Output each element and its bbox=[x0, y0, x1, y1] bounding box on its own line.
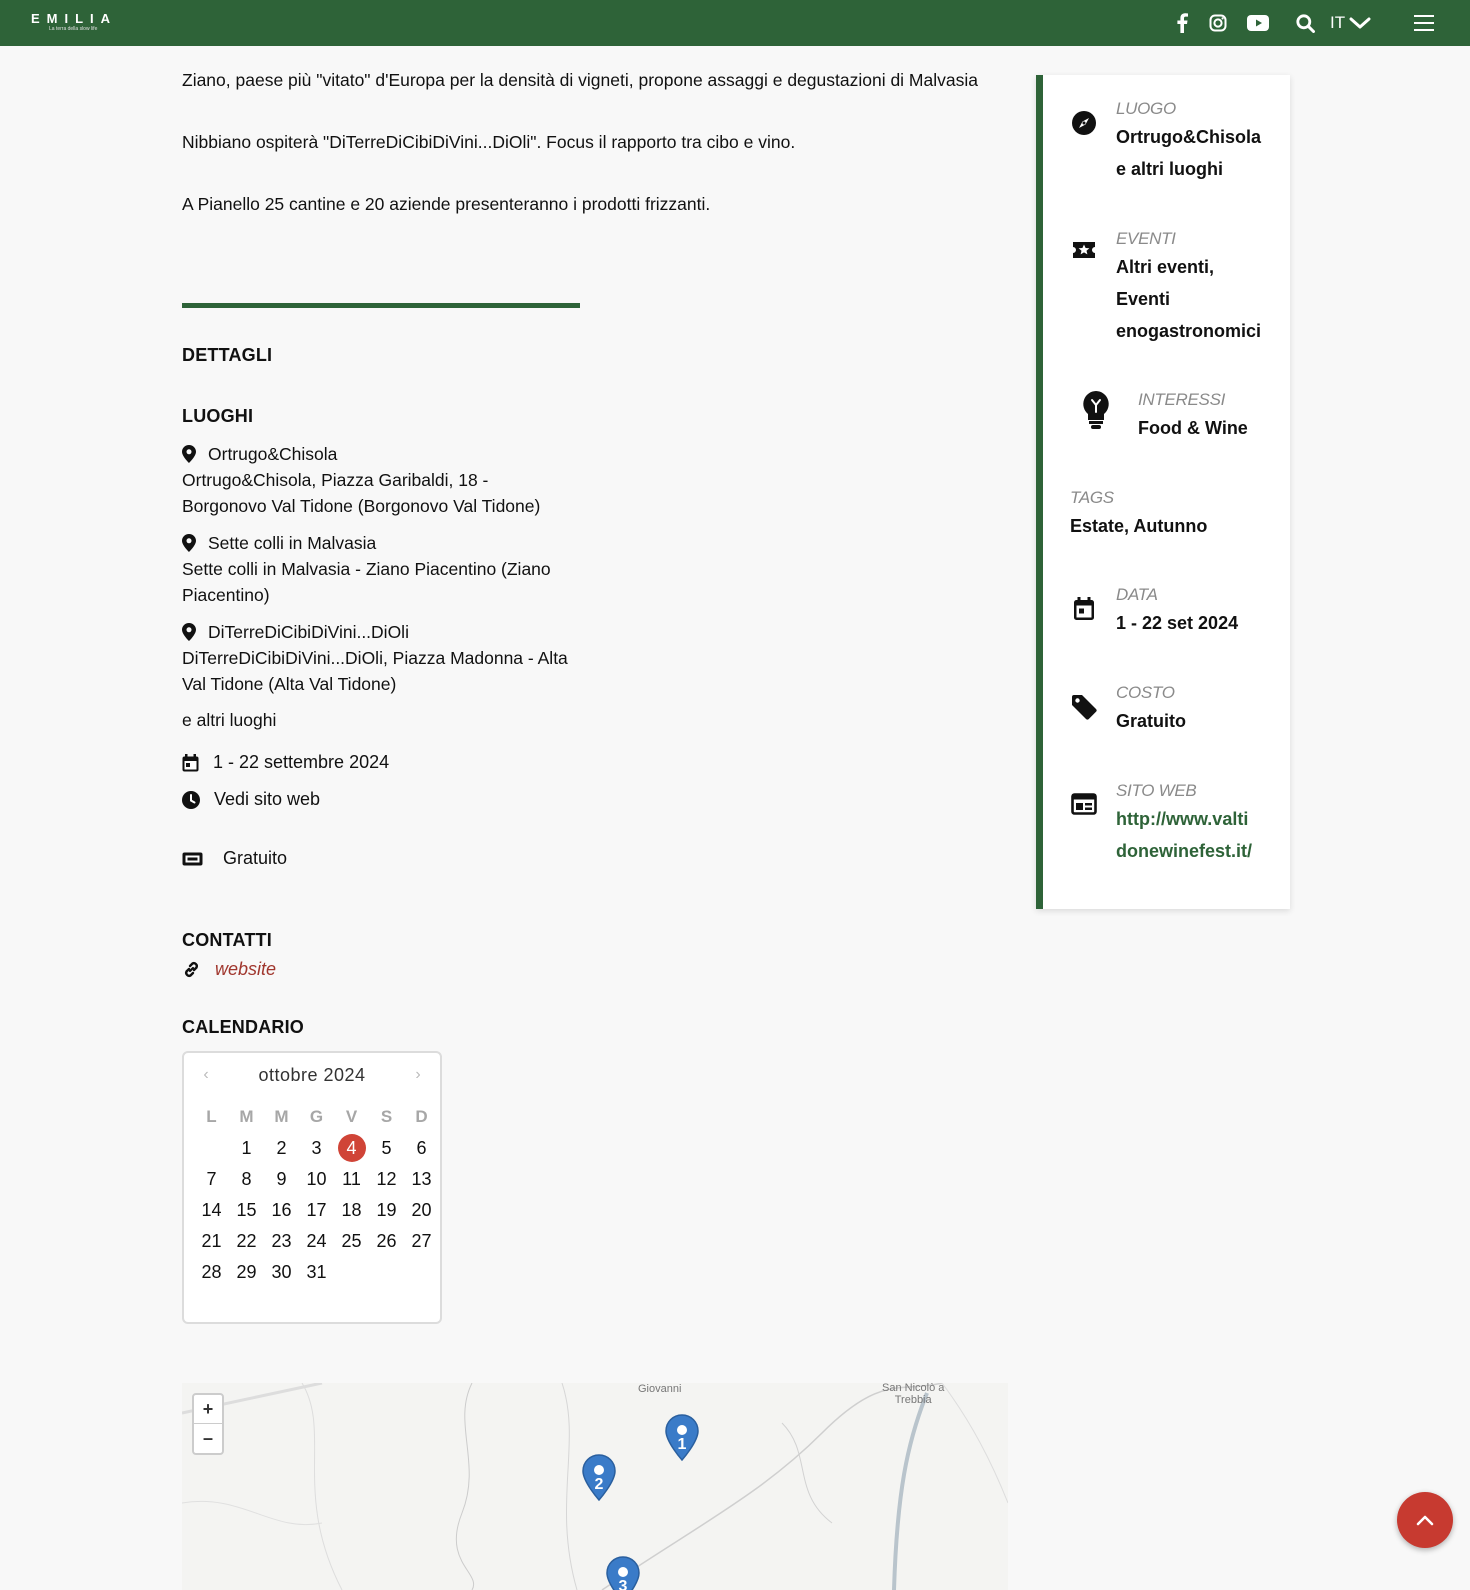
marker-number: 3 bbox=[618, 1578, 628, 1590]
calendar-day[interactable] bbox=[299, 1195, 334, 1226]
contact-website-row bbox=[182, 959, 276, 980]
calendar-day-number: 7 bbox=[206, 1169, 217, 1189]
youtube-icon[interactable] bbox=[1246, 11, 1270, 35]
summary-value: Altri eventi, bbox=[1116, 257, 1215, 277]
search-icon[interactable] bbox=[1293, 11, 1317, 35]
summary-label: INTERESSI bbox=[1138, 390, 1226, 409]
calendar-day-number: 27 bbox=[411, 1231, 432, 1251]
summary-label: DATA bbox=[1116, 585, 1158, 604]
map-marker-2[interactable] bbox=[581, 1454, 617, 1502]
marker-number: 1 bbox=[677, 1436, 687, 1453]
calendar-day-number: 31 bbox=[306, 1262, 327, 1282]
place-address: Borgonovo Val Tidone (Borgonovo Val Tidone) bbox=[182, 496, 541, 516]
website-url-link[interactable]: http://www.valti bbox=[1116, 809, 1249, 829]
calendar-day[interactable] bbox=[229, 1257, 264, 1288]
calendar-day-number: 10 bbox=[306, 1169, 327, 1189]
calendar-day-number: 22 bbox=[236, 1231, 257, 1251]
calendar-day-number: 24 bbox=[306, 1231, 327, 1251]
lightbulb-icon bbox=[1079, 390, 1113, 430]
calendar-day[interactable] bbox=[264, 1257, 299, 1288]
map-place-label bbox=[882, 1383, 944, 1406]
calendar-day-number: 11 bbox=[342, 1169, 361, 1189]
calendar-day[interactable] bbox=[334, 1195, 369, 1226]
facebook-icon[interactable] bbox=[1170, 11, 1194, 35]
place-name[interactable]: Sette colli in Malvasia bbox=[208, 533, 377, 553]
map-marker-3[interactable] bbox=[605, 1556, 641, 1590]
calendar-day[interactable] bbox=[264, 1164, 299, 1195]
calendar-day[interactable] bbox=[334, 1133, 369, 1164]
calendar-day[interactable] bbox=[299, 1257, 334, 1288]
calendar-day-number: 3 bbox=[311, 1138, 322, 1158]
more-places-text: e altri luoghi bbox=[182, 710, 277, 730]
calendar-day[interactable] bbox=[299, 1226, 334, 1257]
date-row bbox=[182, 752, 389, 773]
calendar-day-number: 25 bbox=[341, 1231, 362, 1251]
place-address: Piacentino) bbox=[182, 585, 270, 605]
event-map[interactable] bbox=[182, 1383, 1008, 1590]
calendar-day-number: 15 bbox=[236, 1200, 257, 1220]
calendar-day-number: 1 bbox=[241, 1138, 252, 1158]
summary-value: Ortrugo&Chisola bbox=[1116, 127, 1262, 147]
calendar-day-number: 17 bbox=[306, 1200, 327, 1220]
calendar-weekday: L bbox=[206, 1107, 217, 1126]
calendar-day[interactable] bbox=[194, 1195, 229, 1226]
intro-paragraph: Ziano, paese più "vitato" d'Europa per la densità di vigneti, propone assaggi e degustazioni di Malvasia bbox=[182, 70, 978, 90]
calendar-day-number: 23 bbox=[271, 1231, 292, 1251]
calendar-day[interactable] bbox=[404, 1133, 439, 1164]
price-tag-icon bbox=[1070, 693, 1098, 721]
event-date: 1 - 22 settembre 2024 bbox=[213, 752, 390, 772]
calendar-day-number: 16 bbox=[271, 1200, 292, 1220]
zoom-in-button[interactable]: + bbox=[194, 1395, 222, 1424]
calendar-day-number: 29 bbox=[236, 1262, 257, 1282]
clock-icon bbox=[182, 791, 200, 809]
calendar-day[interactable] bbox=[369, 1133, 404, 1164]
summary-value: 1 - 22 set 2024 bbox=[1116, 613, 1239, 633]
place-item bbox=[182, 619, 582, 697]
place-address: Ortrugo&Chisola, Piazza Garibaldi, 18 - bbox=[182, 470, 489, 490]
calendar-day-number: 14 bbox=[201, 1200, 222, 1220]
calendar-day[interactable] bbox=[299, 1164, 334, 1195]
calendar-day[interactable] bbox=[404, 1226, 439, 1257]
event-price: Gratuito bbox=[223, 848, 288, 868]
calendar-empty-cell bbox=[194, 1133, 229, 1164]
zoom-out-button[interactable]: – bbox=[202, 1428, 213, 1448]
chevron-down-icon bbox=[1349, 16, 1371, 30]
place-address: DiTerreDiCibiDiVini...DiOli, Piazza Madonna - Alta bbox=[182, 648, 568, 668]
calendar-day[interactable] bbox=[369, 1226, 404, 1257]
browser-window-icon bbox=[1070, 790, 1098, 818]
calendar-day[interactable] bbox=[264, 1195, 299, 1226]
calendar-heading: CALENDARIO bbox=[182, 1017, 304, 1037]
map-marker-icon bbox=[182, 534, 196, 552]
calendar-day-number: 18 bbox=[341, 1200, 362, 1220]
map-marker-icon bbox=[182, 623, 196, 641]
map-marker-icon bbox=[182, 445, 196, 463]
summary-label: SITO WEB bbox=[1116, 781, 1197, 800]
map-place-label: Giovanni bbox=[638, 1383, 682, 1395]
calendar-day-number: 26 bbox=[376, 1231, 397, 1251]
calendar-day[interactable] bbox=[264, 1133, 299, 1164]
calendar-day[interactable] bbox=[229, 1133, 264, 1164]
calendar-day-number: 8 bbox=[241, 1169, 252, 1189]
summary-value: e altri luoghi bbox=[1116, 159, 1224, 179]
ticket-icon bbox=[182, 851, 203, 867]
website-url-link[interactable]: donewinefest.it/ bbox=[1116, 841, 1253, 861]
calendar-day[interactable] bbox=[369, 1195, 404, 1226]
back-to-top-button[interactable] bbox=[1397, 1492, 1453, 1548]
place-name[interactable]: DiTerreDiCibiDiVini...DiOli bbox=[208, 622, 409, 642]
ticket-star-icon bbox=[1070, 236, 1098, 264]
calendar-day[interactable] bbox=[404, 1195, 439, 1226]
calendar-day[interactable] bbox=[264, 1226, 299, 1257]
calendar-weekday: S bbox=[380, 1107, 393, 1126]
logo-wordmark: EMILIA bbox=[31, 11, 118, 26]
summary-label: COSTO bbox=[1116, 683, 1175, 702]
website-link[interactable]: website bbox=[215, 959, 277, 979]
section-divider bbox=[182, 303, 580, 308]
calendar-day[interactable] bbox=[369, 1164, 404, 1195]
summary-label: TAGS bbox=[1070, 488, 1114, 507]
calendar-weekday: V bbox=[345, 1107, 358, 1126]
intro-paragraph: Nibbiano ospiterà "DiTerreDiCibiDiVini...DiOli". Focus il rapporto tra cibo e vino. bbox=[182, 132, 796, 152]
calendar-day[interactable] bbox=[194, 1257, 229, 1288]
map-place-label-line: Trebbia bbox=[894, 1394, 932, 1406]
calendar-day-number: 5 bbox=[381, 1138, 392, 1158]
place-address: Sette colli in Malvasia - Ziano Piacentino (Ziano bbox=[182, 559, 551, 579]
summary-value: Estate, Autunno bbox=[1070, 516, 1208, 536]
summary-value: Food & Wine bbox=[1138, 418, 1248, 438]
summary-label: LUOGO bbox=[1116, 99, 1176, 118]
logo-tagline: La terra della slow life bbox=[49, 26, 98, 32]
calendar-weekday: M bbox=[274, 1107, 289, 1126]
places-heading: LUOGHI bbox=[182, 406, 254, 426]
calendar-day-number: 12 bbox=[376, 1169, 397, 1189]
calendar-day-number: 30 bbox=[271, 1262, 292, 1282]
event-hours: Vedi sito web bbox=[214, 789, 321, 809]
calendar-day[interactable] bbox=[194, 1226, 229, 1257]
top-navbar bbox=[0, 0, 1470, 46]
compass-icon bbox=[1070, 109, 1098, 137]
calendar-day-number: 20 bbox=[411, 1200, 432, 1220]
calendar-day-number: 4 bbox=[338, 1134, 366, 1162]
calendar-prev-button[interactable]: ‹ bbox=[203, 1066, 209, 1083]
calendar-day-number: 28 bbox=[201, 1262, 222, 1282]
details-heading: DETTAGLI bbox=[182, 345, 273, 365]
calendar-day[interactable] bbox=[229, 1164, 264, 1195]
calendar-day-number: 19 bbox=[376, 1200, 397, 1220]
calendar-day[interactable] bbox=[334, 1226, 369, 1257]
calendar-day[interactable] bbox=[299, 1133, 334, 1164]
place-name[interactable]: Ortrugo&Chisola bbox=[208, 444, 338, 464]
calendar-day[interactable] bbox=[229, 1195, 264, 1226]
calendar-weekday: G bbox=[309, 1107, 324, 1126]
calendar-month-label: ottobre 2024 bbox=[258, 1065, 366, 1085]
calendar-day-number: 2 bbox=[276, 1138, 287, 1158]
site-logo[interactable] bbox=[31, 12, 117, 32]
calendar-grid bbox=[194, 1101, 438, 1288]
calendar-weekday: M bbox=[239, 1107, 254, 1126]
calendar-day[interactable] bbox=[229, 1226, 264, 1257]
calendar-weekday: D bbox=[415, 1107, 428, 1126]
map-marker-1[interactable] bbox=[664, 1414, 700, 1462]
calendar-day-number: 6 bbox=[416, 1138, 427, 1158]
map-place-label-line: San Nicolò a bbox=[882, 1383, 945, 1394]
map-zoom-control bbox=[192, 1393, 224, 1455]
calendar-day[interactable] bbox=[404, 1164, 439, 1195]
language-selector[interactable] bbox=[1330, 11, 1371, 35]
summary-value: Gratuito bbox=[1116, 711, 1186, 731]
calendar-day[interactable] bbox=[334, 1164, 369, 1195]
calendar-icon bbox=[182, 754, 199, 772]
summary-value: Eventi bbox=[1116, 289, 1171, 309]
place-item bbox=[182, 530, 582, 608]
intro-paragraph: A Pianello 25 cantine e 20 aziende presenteranno i prodotti frizzanti. bbox=[182, 194, 711, 214]
link-icon bbox=[182, 960, 201, 979]
hours-row bbox=[182, 789, 320, 810]
summary-label: EVENTI bbox=[1116, 229, 1176, 248]
contacts-heading: CONTATTI bbox=[182, 930, 272, 950]
place-address: Val Tidone (Alta Val Tidone) bbox=[182, 674, 397, 694]
summary-value: enogastronomici bbox=[1116, 321, 1262, 341]
calendar-icon bbox=[1070, 595, 1098, 623]
event-summary-card bbox=[1036, 75, 1290, 909]
instagram-icon[interactable] bbox=[1206, 11, 1230, 35]
chevron-up-icon bbox=[1415, 1513, 1435, 1527]
marker-number: 2 bbox=[594, 1476, 604, 1493]
calendar-day-number: 9 bbox=[276, 1169, 287, 1189]
hamburger-menu-icon[interactable] bbox=[1412, 11, 1436, 35]
language-label: IT bbox=[1330, 13, 1346, 32]
place-item bbox=[182, 441, 582, 519]
calendar-day-number: 21 bbox=[201, 1231, 222, 1251]
calendar-next-button[interactable]: › bbox=[415, 1066, 421, 1083]
calendar-day[interactable] bbox=[194, 1164, 229, 1195]
price-row bbox=[182, 848, 287, 869]
calendar-day-number: 13 bbox=[411, 1169, 432, 1189]
event-calendar bbox=[182, 1051, 442, 1324]
